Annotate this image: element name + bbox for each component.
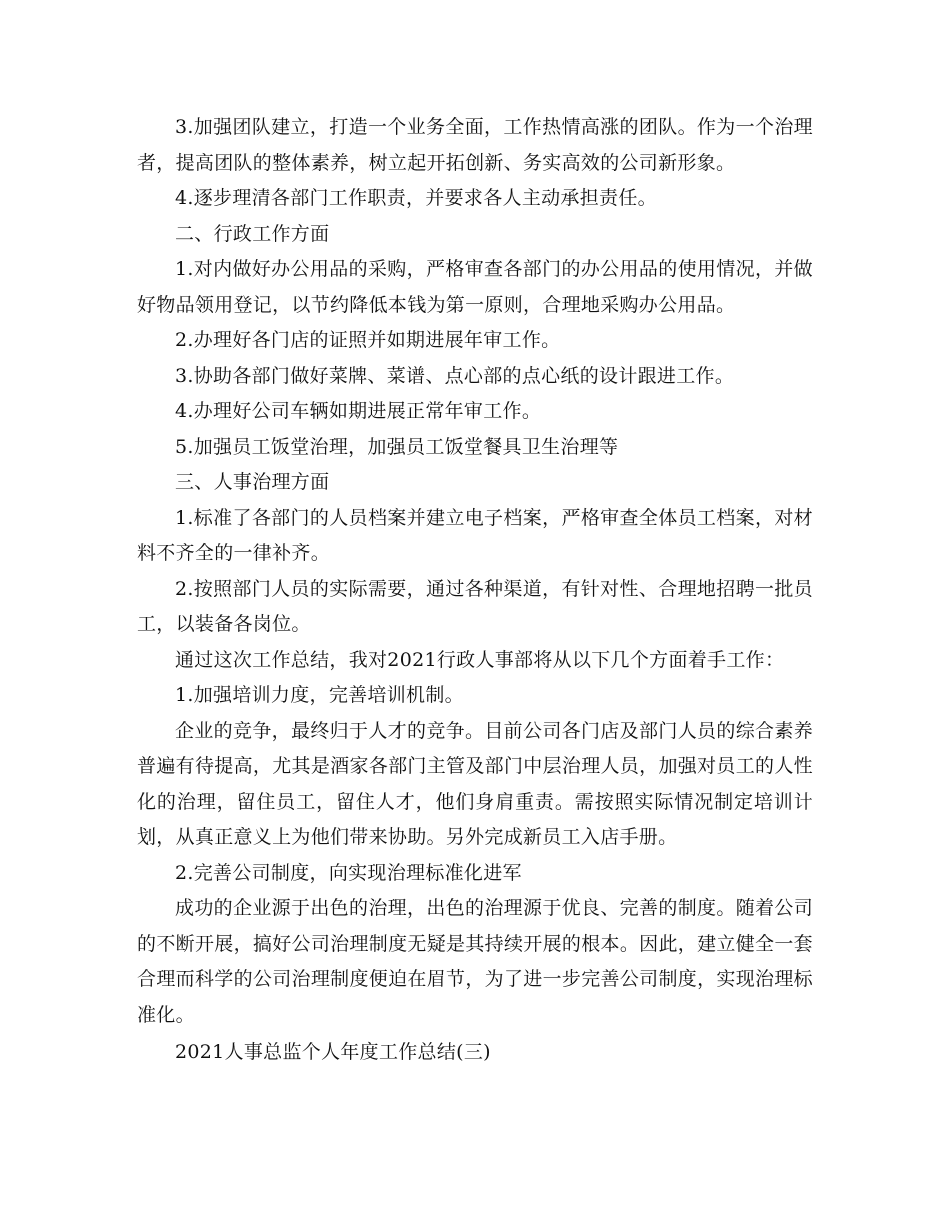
paragraph-department-duties: 4.逐步理清各部门工作职责，并要求各人主动承担责任。: [175, 187, 657, 209]
paragraph-office-supplies: 1.对内做好办公用品的采购，严格审查各部门的办公用品的使用情况，并做好物品领用登记，以节约降低本钱为第一原则，合理地采购办公用品。: [137, 258, 813, 316]
paragraph-canteen: 5.加强员工饭堂治理，加强员工饭堂餐具卫生治理等: [175, 435, 619, 458]
paragraph-licenses: 2.办理好各门店的证照并如期进展年审工作。: [175, 329, 561, 351]
paragraph-system-body: 成功的企业源于出色的治理，出色的治理源于优良、完善的制度。随着公司的不断开展，搞好公司治理制度无疑是其持续开展的根本。因此，建立健全一套合理而科学的公司治理制度便迫在眉节，为了进一步完善公司制度，实现治理标准化。: [137, 897, 813, 1026]
paragraph-training-body: 企业的竞争，最终归于人才的竞争。目前公司各门店及部门人员的综合素养普遍有待提高，尤其是酒家各部门主管及部门中层治理人员，加强对员工的人性化的治理，留住员工，留住人才，他们身肩重责。需按照实际情况制定培训计划，从真正意义上为他们带来协助。另外完成新员工入店手册。: [137, 719, 813, 848]
paragraph-team-building: 3.加强团队建立，打造一个业务全面，工作热情高涨的团队。作为一个治理者，提高团队的整体素养，树立起开拓创新、务实高效的公司新形象。: [137, 116, 813, 174]
paragraph-recruitment: 2.按照部门人员的实际需要，通过各种渠道，有针对性、合理地招聘一批员工，以装备各岗位。: [137, 577, 813, 635]
document-body: [137, 110, 813, 1071]
paragraph-summary-intro: 通过这次工作总结，我对2021行政人事部将从以下几个方面着手工作：: [175, 648, 785, 671]
paragraph-system-heading: 2.完善公司制度，向实现治理标准化进军: [175, 861, 522, 884]
paragraph-vehicles: 4.办理好公司车辆如期进展正常年审工作。: [175, 400, 542, 422]
paragraph-menu-design: 3.协助各部门做好菜牌、菜谱、点心部的点心纸的设计跟进工作。: [175, 364, 735, 387]
paragraph-next-title: 2021人事总监个人年度工作总结(三): [175, 1041, 491, 1063]
section-heading-personnel: 三、人事治理方面: [175, 471, 330, 493]
paragraph-personnel-files: 1.标准了各部门的人员档案并建立电子档案，严格审查全体员工档案，对材料不齐全的一律补齐。: [137, 506, 813, 564]
section-heading-administration: 二、行政工作方面: [175, 222, 330, 245]
paragraph-training-heading: 1.加强培训力度，完善培训机制。: [175, 684, 464, 706]
